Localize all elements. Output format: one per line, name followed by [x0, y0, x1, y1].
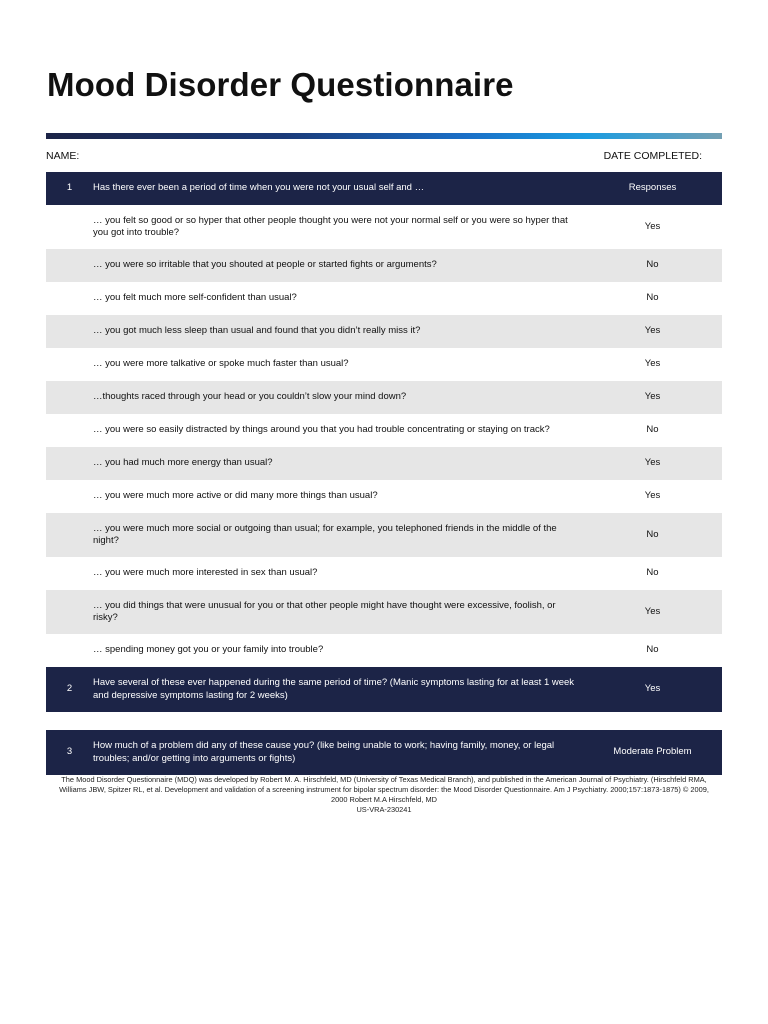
item-response: Yes — [644, 391, 661, 403]
question-2-row — [46, 667, 722, 712]
item-text: … you were much more social or outgoing than usual; for example, you telephoned friends in the middle of the night? — [93, 522, 557, 546]
table-row — [46, 282, 722, 315]
table-row — [46, 447, 722, 480]
item-text: … you were so irritable that you shouted at people or started fights or arguments? — [93, 259, 437, 271]
table-row — [46, 414, 722, 447]
item-text: … you felt so good or so hyper that other people thought you were not your normal self or you were so hyper that you got into trouble? — [93, 214, 568, 238]
question-text: Has there ever been a period of time when you were not your usual self and … — [93, 182, 425, 194]
table-row — [46, 513, 722, 557]
item-text: … you were more talkative or spoke much faster than usual? — [93, 358, 349, 370]
questionnaire-table — [46, 172, 722, 775]
item-response: Yes — [644, 325, 661, 337]
item-response: No — [646, 567, 659, 579]
table-row — [46, 315, 722, 348]
question-number: 1 — [66, 182, 73, 194]
item-text: … you were so easily distracted by things around you that you had trouble concentrating or staying on track? — [93, 424, 550, 436]
item-text: … you had much more energy than usual? — [93, 457, 273, 469]
item-text: … you felt much more self-confident than usual? — [93, 292, 297, 304]
item-response: Yes — [644, 605, 661, 617]
question-text: How much of a problem did any of these cause you? (like being unable to work; having family, money, or legal troubles; and/or getting into arguments or fights) — [93, 740, 555, 764]
item-text: … you did things that were unusual for you or that other people might have thought were excessive, foolish, or risky? — [93, 599, 556, 623]
date-completed-label: DATE COMPLETED: — [603, 150, 702, 162]
question-number: 3 — [66, 746, 73, 758]
item-response: Yes — [644, 457, 661, 469]
table-row — [46, 348, 722, 381]
responses-header: Responses — [628, 182, 677, 194]
item-response: No — [646, 292, 659, 304]
citation-text: The Mood Disorder Questionnaire (MDQ) was developed by Robert M. A. Hirschfeld, MD (University of Texas Medical Branch), and published in the American Journal of Psychiatry. (Hirschfeld RMA, Williams JBW, Spitzer RL, et al. Development and validation of a screening instrument for bipolar spectrum disorder: the Mood Disorder Questionnaire. Am J Psychiatry. 2000;157:1873-1875) © 2009, 2000 Robert M.A Hirschfeld, MD — [59, 775, 709, 804]
item-text: … you were much more interested in sex than usual? — [93, 567, 318, 579]
question-number: 2 — [66, 683, 73, 695]
question-response: Moderate Problem — [613, 746, 692, 758]
item-text: …thoughts raced through your head or you couldn’t slow your mind down? — [93, 391, 407, 403]
item-response: No — [646, 644, 659, 656]
table-row — [46, 590, 722, 634]
item-text: … spending money got you or your family into trouble? — [93, 644, 324, 656]
item-response: No — [646, 259, 659, 271]
question-1-header — [46, 172, 722, 205]
table-row — [46, 480, 722, 513]
table-row — [46, 381, 722, 414]
question-response: Yes — [644, 683, 661, 695]
item-response: Yes — [644, 220, 661, 232]
row-gap — [46, 712, 722, 730]
table-row — [46, 249, 722, 282]
table-row — [46, 205, 722, 249]
page-title: Mood Disorder Questionnaire — [47, 66, 514, 103]
item-response: Yes — [644, 358, 661, 370]
item-response: No — [646, 528, 659, 540]
question-text: Have several of these ever happened during the same period of time? (Manic symptoms lasting for at least 1 week and depressive symptoms lasting for 2 weeks) — [93, 677, 575, 701]
item-text: … you got much less sleep than usual and found that you didn’t really miss it? — [93, 325, 421, 337]
title-divider — [46, 133, 722, 139]
name-label: NAME: — [46, 150, 80, 162]
item-response: No — [646, 424, 659, 436]
document-code: US-VRA-230241 — [356, 805, 412, 814]
citation-footnote — [54, 775, 714, 815]
question-3-row — [46, 730, 722, 775]
table-row — [46, 557, 722, 590]
item-response: Yes — [644, 490, 661, 502]
table-row — [46, 634, 722, 667]
item-text: … you were much more active or did many more things than usual? — [93, 490, 378, 502]
